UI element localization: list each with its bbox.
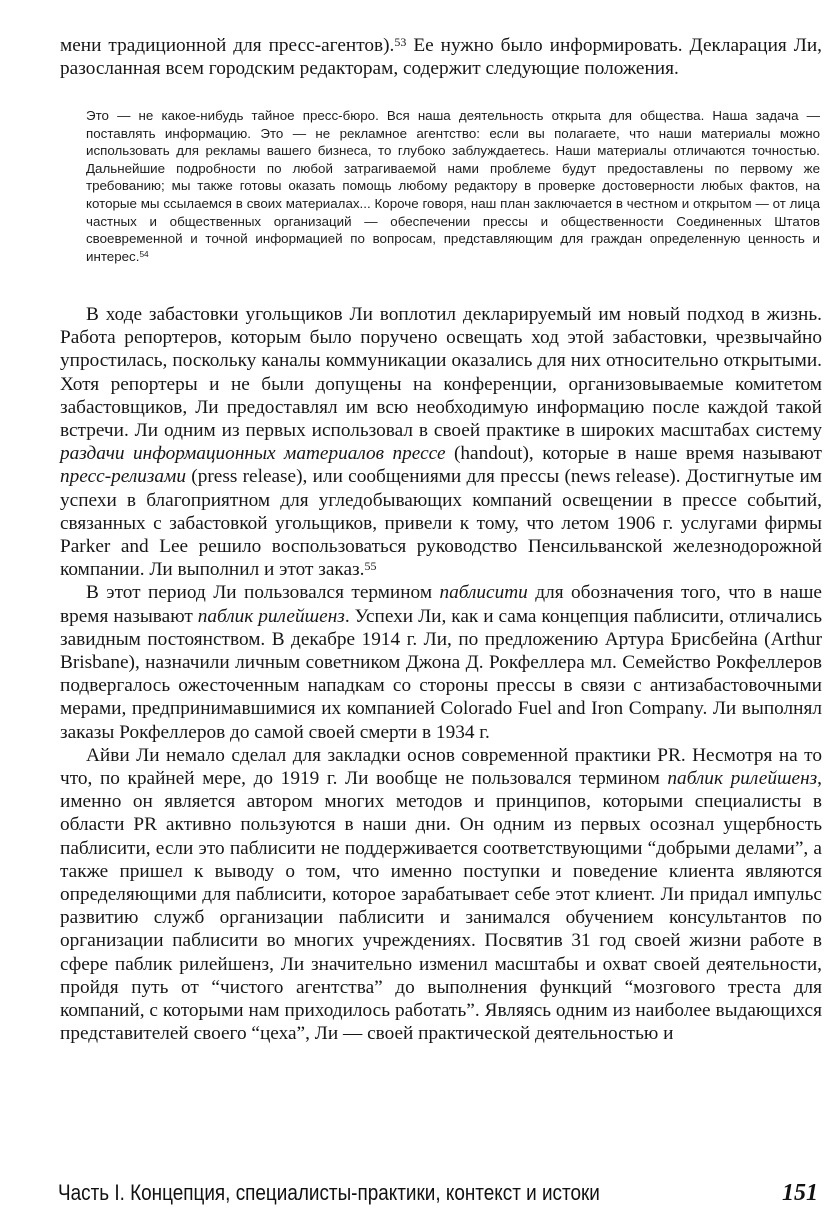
intro-paragraph: [60, 34, 822, 80]
paragraph-coal-strike: [60, 303, 822, 581]
paragraph-ivy-lee: [60, 744, 822, 1046]
paragraph-text: (handout), которые в наше время называют: [445, 443, 822, 465]
running-footer-title: Часть I. Концепция, специалисты-практики, контекст и истоки: [58, 1180, 600, 1205]
body-text: [60, 303, 822, 1046]
block-quote: [86, 107, 820, 265]
paragraph-text: В ходе забастовки угольщиков Ли воплотил декларируемый им новый подход в жизнь. Работа репортеров, которым было поручено освещать ход этой забастовки, чрезвычайно упростилась, поскольку каналы коммуникации оказались для них относительно открытыми. Хотя репортеры и не были допущены на конференции, организовываемые комитетом забастовщиков, Ли предоставлял им всю необходимую информацию после каждой такой встречи. Ли одним из первых использовал в своей практике в широких масштабах систему: [60, 304, 822, 442]
paragraph-publicity: [60, 581, 822, 743]
intro-text: мени традиционной для пресс-агентов).: [60, 35, 395, 56]
paragraph-text: для обозначения того, что в наше время называют: [60, 582, 822, 627]
page-number: 151: [782, 1180, 818, 1206]
italic-term: паблик рилейшенз: [197, 605, 345, 627]
intro-text-continued: Ее нужно было информировать. Декларация Ли, разосланная всем городским редакторам, содержит следующие положения.: [60, 35, 822, 80]
paragraph-text: В этот период Ли пользовался термином: [86, 582, 440, 604]
footnote-ref: 54: [139, 250, 149, 260]
italic-term: паблик рилейшенз: [667, 768, 818, 790]
paragraph-text: . Успехи Ли, как и сама концепция паблисити, отличались завидным постоянством. В декабре 1914 г. Ли, по предложению Артура Брисбейна (Arthur Brisbane), назначили личным советником Джона Д. Рокфеллера мл. Семейство Рокфеллеров подвергалось ожесточенным нападкам со стороны прессы в связи с антизабастовочными мерами, предпринимавшимися их компанией Colorado Fuel and Iron Company. Ли выполнял заказы Рокфеллеров до самой своей смерти в 1934 г.: [60, 605, 822, 743]
quote-text: Это — не какое-нибудь тайное пресс-бюро. Вся наша деятельность открыта для общества. Наша задача — поставлять информацию. Это — не рекламное агентство: если вы полагаете, что наши материалы можно использовать для рекламы вашего бизнеса, то глубоко заблуждаетесь. Наши материалы отличаются точностью. Дальнейшие подробности по любой затрагиваемой нами проблеме будут предоставлены по первому же требованию; мы также готовы оказать помощь любому редактору в проверке достоверности любых фактов, на которые мы ссылаемся в своих материалах... Короче говоря, наш план заключается в честном и открытом — от лица частных и общественных организаций — обеспечении прессы и общественности Соединенных Штатов своевременной и точной информацией по вопросам, представляющим для граждан определенную ценность и интерес.: [86, 108, 820, 264]
italic-term: раздачи информационных материалов прессе: [60, 443, 446, 465]
paragraph-text: (press release), или сообщениями для прессы (news release). Достигнутые им успехи в благоприятном для угледобывающих компаний освещении в прессе событий, связанных с забастовкой угольщиков, привели к тому, что летом 1906 г. услугами фирмы Parker and Lee решило воспользоваться руководство Пенсильванской железнодорожной компании. Ли выполнил и этот заказ.: [60, 466, 822, 581]
italic-term: паблисити: [439, 582, 528, 604]
footnote-ref: 53: [394, 34, 407, 49]
footnote-ref: 55: [364, 558, 377, 573]
paragraph-text: , именно он является автором многих методов и принципов, которыми специалисты в области PR активно пользуются в наши дни. Он одним из первых осознал ущербность паблисити, если это паблисити не поддерживается соответствующими “добрыми делами”, а также пришел к выводу о том, что именно поступки и поведение клиента являются определяющими для паблисити, которое зарабатывает себе этот клиент. Ли придал импульс развитию служб организации паблисити и занимался обучением консультантов по организации паблисити во многих учреждениях. Посвятив 31 год своей жизни работе в сфере паблик рилейшенз, Ли значительно изменил масштабы и охват своей деятельности, пройдя путь от “чистого агентства” до выполнения функций “мозгового треста для компаний, с которыми нам приходилось работать”. Являясь одним из наиболее выдающихся представителей своего “цеха”, Ли — своей практической деятельностью и: [60, 768, 822, 1045]
page-footer: [58, 1176, 822, 1210]
paragraph-text: Айви Ли немало сделал для закладки основ современной практики PR. Несмотря на то что, по крайней мере, до 1919 г. Ли вообще не пользовался термином: [60, 744, 822, 790]
italic-term: пресс-релизами: [60, 466, 186, 488]
